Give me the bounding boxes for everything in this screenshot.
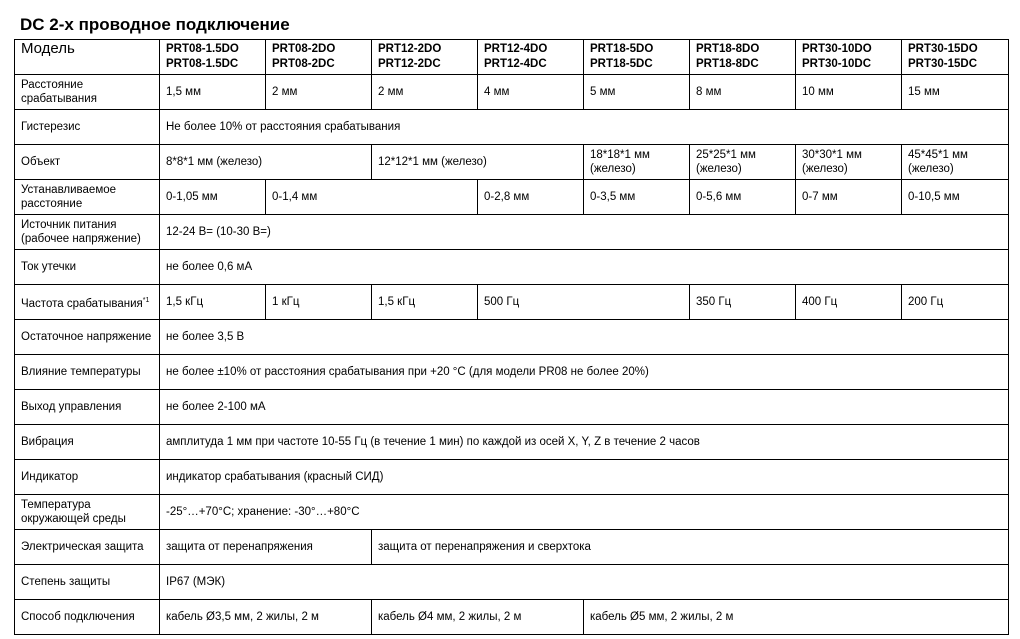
table-cell: 200 Гц [902,285,1009,320]
table-cell: кабель Ø5 мм, 2 жилы, 2 м [584,600,1009,635]
model-header-cell: PRT12-4DO PRT12-4DC [478,40,584,75]
table-cell: кабель Ø3,5 мм, 2 жилы, 2 м [160,600,372,635]
row-residual-voltage [15,320,1009,355]
model-header-cell: PRT18-8DO PRT18-8DC [690,40,796,75]
table-cell: амплитуда 1 мм при частоте 10-55 Гц (в течение 1 мин) по каждой из осей X, Y, Z в течение 2 часов [160,425,1009,460]
table-cell: 0-10,5 мм [902,180,1009,215]
row-connection [15,600,1009,635]
model-header-cell: PRT08-1.5DO PRT08-1.5DC [160,40,266,75]
row-response-frequency [15,285,1009,320]
row-label: Выход управления [15,390,160,425]
row-label: Вибрация [15,425,160,460]
row-label [15,285,160,320]
model-header-cell: PRT08-2DO PRT08-2DC [266,40,372,75]
row-label: Расстояние срабатывания [15,75,160,110]
table-cell: 0-7 мм [796,180,902,215]
table-cell: не более 0,6 мА [160,250,1009,285]
table-cell: не более 3,5 В [160,320,1009,355]
row-sensing-distance [15,75,1009,110]
row-label: Источник питания (рабочее напряжение) [15,215,160,250]
row-setting-distance [15,180,1009,215]
row-label: Объект [15,145,160,180]
row-protection-circuit [15,530,1009,565]
row-temperature-influence [15,355,1009,390]
table-cell: 8*8*1 мм (железо) [160,145,372,180]
row-target [15,145,1009,180]
table-cell: 5 мм [584,75,690,110]
table-cell: 45*45*1 мм (железо) [902,145,1009,180]
table-cell: Не более 10% от расстояния срабатывания [160,110,1009,145]
row-label: Устанавливаемое расстояние [15,180,160,215]
model-header-label: Модель [15,40,160,75]
row-label-text: Частота срабатывания [21,297,143,310]
model-header-cell: PRT18-5DO PRT18-5DC [584,40,690,75]
table-cell: 1,5 кГц [160,285,266,320]
table-cell: 12*12*1 мм (железо) [372,145,584,180]
table-cell: 0-5,6 мм [690,180,796,215]
table-cell: 18*18*1 мм (железо) [584,145,690,180]
row-label: Способ подключения [15,600,160,635]
table-cell: 4 мм [478,75,584,110]
table-cell: 400 Гц [796,285,902,320]
table-cell: IP67 (МЭК) [160,565,1009,600]
table-cell: 0-1,4 мм [266,180,478,215]
model-header-cell: PRT12-2DO PRT12-2DC [372,40,478,75]
page-title: DC 2-х проводное подключение [20,15,290,34]
table-cell: 1 кГц [266,285,372,320]
table-cell: кабель Ø4 мм, 2 жилы, 2 м [372,600,584,635]
table-cell: не более 2-100 мА [160,390,1009,425]
table-cell: индикатор срабатывания (красный СИД) [160,460,1009,495]
table-cell: 350 Гц [690,285,796,320]
table-cell: 1,5 кГц [372,285,478,320]
row-indicator [15,460,1009,495]
table-cell: 1,5 мм [160,75,266,110]
row-label: Влияние температуры [15,355,160,390]
row-label: Электрическая защита [15,530,160,565]
table-cell: 0-3,5 мм [584,180,690,215]
footnote-mark: *1 [142,296,150,304]
row-vibration [15,425,1009,460]
table-cell: -25°…+70°С; хранение: -30°…+80°С [160,495,1009,530]
row-label: Степень защиты [15,565,160,600]
row-power-supply [15,215,1009,250]
row-protection-degree [15,565,1009,600]
row-ambient-temperature [15,495,1009,530]
table-cell: 25*25*1 мм (железо) [690,145,796,180]
row-control-output [15,390,1009,425]
table-cell: 2 мм [372,75,478,110]
table-cell: защита от перенапряжения и сверхтока [372,530,1009,565]
row-hysteresis [15,110,1009,145]
table-cell: 2 мм [266,75,372,110]
table-cell: 8 мм [690,75,796,110]
row-label: Индикатор [15,460,160,495]
row-label: Температура окружающей среды [15,495,160,530]
table-cell: 12-24 В= (10-30 В=) [160,215,1009,250]
table-cell: 15 мм [902,75,1009,110]
row-label: Ток утечки [15,250,160,285]
table-cell: 500 Гц [478,285,690,320]
model-header-cell: PRT30-10DO PRT30-10DC [796,40,902,75]
table-cell: 30*30*1 мм (железо) [796,145,902,180]
table-cell: 10 мм [796,75,902,110]
model-header-cell: PRT30-15DO PRT30-15DC [902,40,1009,75]
row-label: Остаточное напряжение [15,320,160,355]
table-cell: защита от перенапряжения [160,530,372,565]
spec-table [14,39,1009,635]
table-cell: не более ±10% от расстояния срабатывания при +20 °С (для модели PR08 не более 20%) [160,355,1009,390]
row-label: Гистерезис [15,110,160,145]
table-cell: 0-1,05 мм [160,180,266,215]
row-leakage-current [15,250,1009,285]
table-cell: 0-2,8 мм [478,180,584,215]
header-row [15,40,1009,75]
